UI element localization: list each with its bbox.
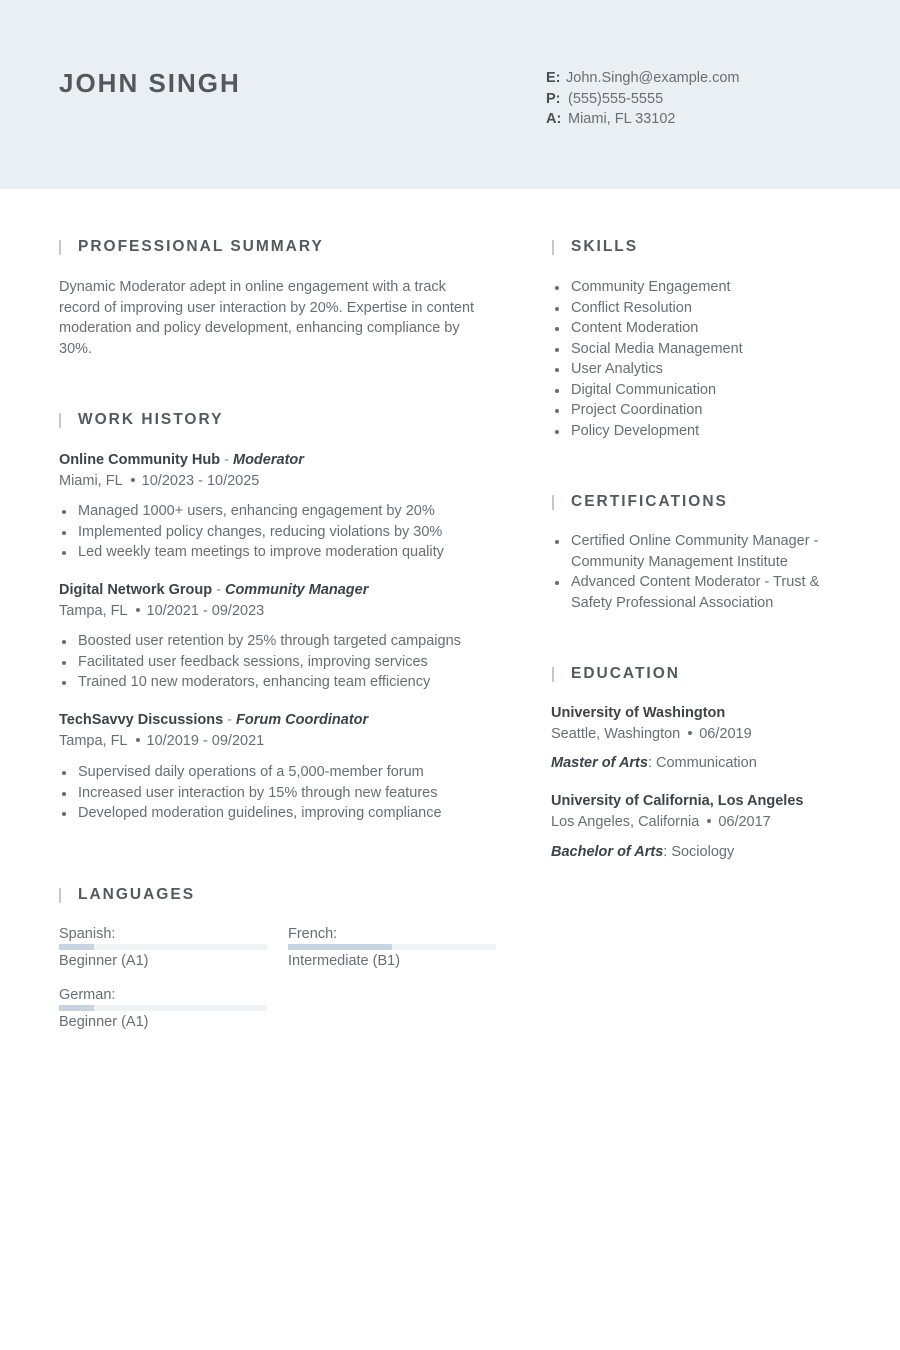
skill-item: Digital Communication	[552, 380, 743, 401]
contact-email-label: E:	[546, 70, 561, 86]
contact-email	[546, 68, 740, 89]
language-name: German:	[59, 987, 116, 1003]
contact-info	[546, 68, 740, 130]
job-separator: -	[223, 712, 237, 728]
job-location: Tampa, FL	[59, 603, 128, 619]
language-item	[59, 985, 267, 1032]
language-level: Beginner (A1)	[59, 953, 149, 969]
skill-item: Content Moderation	[552, 318, 743, 339]
job-bullets	[59, 762, 442, 824]
contact-phone	[546, 89, 740, 110]
education-school: University of Washington	[551, 705, 726, 721]
summary-text: Dynamic Moderator adept in online engagement with a track record of improving user interaction by 20%. Expertise in content moderation and policy development, enhancing compliance by 30%.	[59, 279, 475, 357]
education-date: 06/2019	[699, 726, 752, 742]
education-field: : Sociology	[663, 844, 735, 860]
section-marker	[59, 413, 61, 428]
job-separator: -	[220, 452, 233, 468]
language-item	[59, 924, 267, 971]
skill-item: Conflict Resolution	[552, 298, 743, 319]
language-level: Beginner (A1)	[59, 1014, 149, 1030]
education-degree	[551, 753, 757, 773]
bullet-dot-icon	[136, 608, 140, 612]
language-proficiency-fill	[288, 944, 392, 950]
job-dates: 10/2019 - 09/2021	[146, 733, 265, 749]
list-item: Boosted user retention by 25% through targeted campaigns	[59, 631, 461, 652]
summary-heading: PROFESSIONAL SUMMARY	[78, 238, 324, 255]
skills-heading: SKILLS	[571, 238, 639, 255]
certification-item: Certified Online Community Manager - Community Management Institute	[552, 531, 842, 572]
job-meta	[59, 471, 259, 491]
job-bullets	[59, 631, 461, 693]
skill-item: Policy Development	[552, 421, 743, 442]
list-item: Developed moderation guidelines, improving compliance	[59, 803, 442, 824]
contact-phone-label: P:	[546, 90, 561, 107]
contact-address-label: A:	[546, 111, 562, 127]
language-proficiency-fill	[59, 1005, 94, 1011]
education-meta	[551, 724, 752, 744]
job-company: Online Community Hub	[59, 452, 221, 468]
education-degree	[551, 842, 734, 862]
job-title	[59, 450, 304, 470]
job-company: TechSavvy Discussions	[59, 712, 224, 728]
education-degree-name: Bachelor of Arts	[551, 844, 664, 860]
header-band	[0, 0, 900, 189]
bullet-dot-icon	[136, 738, 140, 742]
list-item: Facilitated user feedback sessions, improving services	[59, 652, 461, 673]
certifications-list	[552, 531, 842, 613]
education-date: 06/2017	[718, 814, 771, 830]
bullet-dot-icon	[688, 731, 692, 735]
language-name: Spanish:	[59, 926, 116, 942]
language-item	[288, 924, 496, 971]
job-role: Community Manager	[224, 582, 369, 598]
job-location: Miami, FL	[59, 473, 123, 489]
job-dates: 10/2021 - 09/2023	[146, 603, 265, 619]
job-role: Moderator	[233, 452, 304, 468]
education-school: University of California, Los Angeles	[551, 793, 804, 809]
job-dates: 10/2023 - 10/2025	[141, 473, 260, 489]
work-history-heading: WORK HISTORY	[78, 411, 224, 428]
list-item: Led weekly team meetings to improve moderation quality	[59, 542, 444, 563]
job-title	[59, 710, 368, 730]
certifications-heading: CERTIFICATIONS	[571, 493, 728, 510]
education-degree-name: Master of Arts	[551, 755, 648, 771]
skills-list	[552, 277, 743, 441]
job-meta	[59, 731, 264, 751]
language-proficiency-bar	[59, 944, 267, 950]
education-field: : Communication	[647, 755, 757, 771]
job-company: Digital Network Group	[59, 582, 213, 598]
education-location: Los Angeles, California	[551, 814, 700, 830]
skill-item: Community Engagement	[552, 277, 743, 298]
education-heading: EDUCATION	[571, 665, 680, 682]
list-item: Implemented policy changes, reducing violations by 30%	[59, 522, 444, 543]
language-proficiency-bar	[59, 1005, 267, 1011]
certification-item: Advanced Content Moderator - Trust & Safety Professional Association	[552, 572, 842, 613]
section-marker	[59, 240, 61, 255]
contact-address-value: Miami, FL 33102	[568, 111, 676, 127]
language-proficiency-fill	[59, 944, 94, 950]
education-meta	[551, 812, 771, 832]
candidate-name: JOHN SINGH	[59, 68, 241, 98]
languages-heading: LANGUAGES	[78, 886, 196, 903]
section-marker	[552, 667, 554, 682]
section-marker	[552, 240, 554, 255]
job-meta	[59, 601, 264, 621]
list-item: Supervised daily operations of a 5,000-member forum	[59, 762, 442, 783]
contact-email-value: John.Singh@example.com	[566, 70, 740, 86]
section-marker	[59, 888, 61, 903]
skill-item: Project Coordination	[552, 400, 743, 421]
language-level: Intermediate (B1)	[288, 953, 401, 969]
list-item: Increased user interaction by 15% through new features	[59, 783, 442, 804]
job-title	[59, 580, 368, 600]
section-marker	[552, 495, 554, 510]
language-name: French:	[288, 926, 338, 942]
language-proficiency-bar	[288, 944, 496, 950]
contact-phone-value: (555)555-5555	[568, 90, 664, 107]
job-role: Forum Coordinator	[236, 712, 369, 728]
job-separator: -	[212, 582, 225, 598]
skill-item: Social Media Management	[552, 339, 743, 360]
job-bullets	[59, 501, 444, 563]
bullet-dot-icon	[707, 819, 711, 823]
skill-item: User Analytics	[552, 359, 743, 380]
bullet-dot-icon	[131, 478, 135, 482]
list-item: Managed 1000+ users, enhancing engagement by 20%	[59, 501, 444, 522]
job-location: Tampa, FL	[59, 733, 128, 749]
contact-address	[546, 109, 740, 130]
education-location: Seattle, Washington	[551, 726, 681, 742]
list-item: Trained 10 new moderators, enhancing team efficiency	[59, 672, 461, 693]
